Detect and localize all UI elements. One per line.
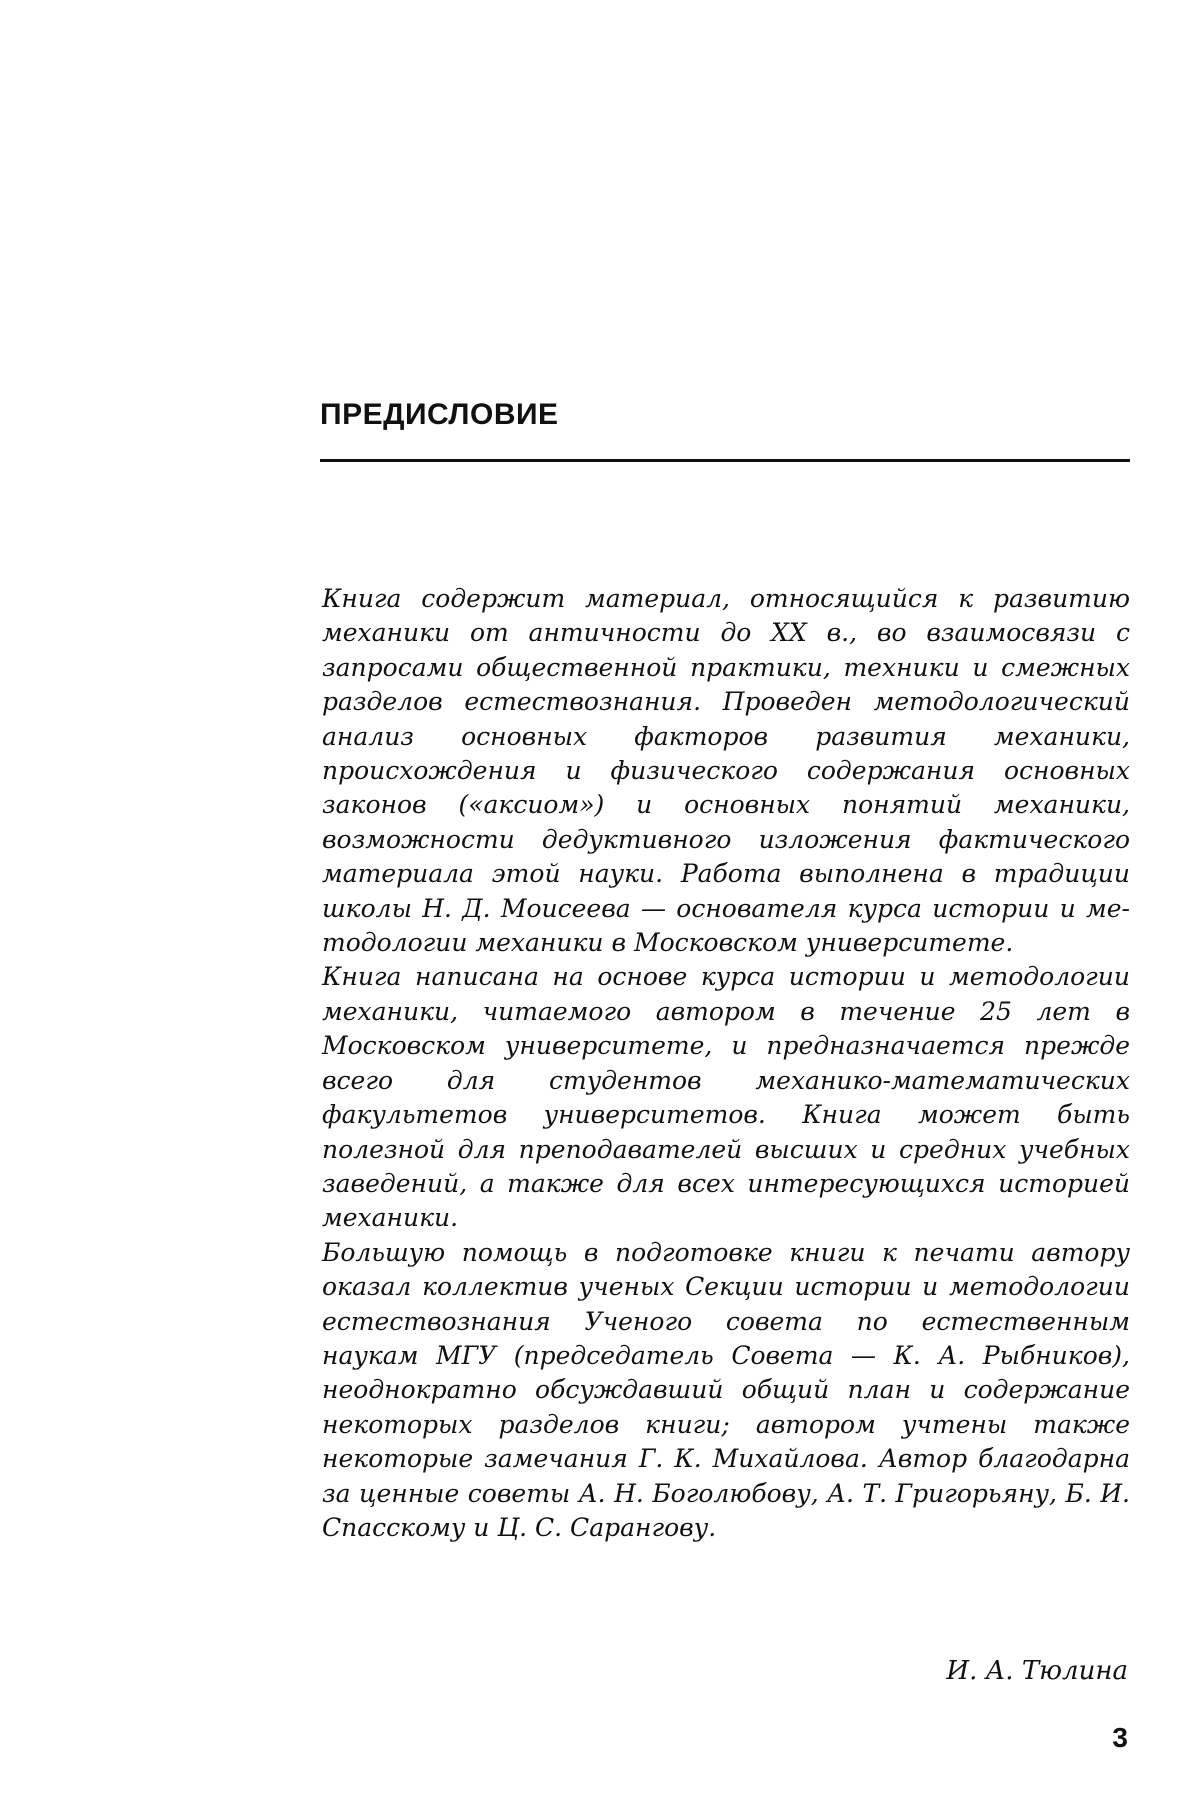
paragraph-2: Книга написана на основе курса истории и методологии механики, читаемого автором в течение 25 лет в Московском университете, и предназначается прежде всего для студентов механико-математических факультетов университетов. Книга может быть полезной для преподавателей высших и средних учебных заведений, а также для всех интересующихся историей механики.: [322, 962, 1130, 1233]
author-signature: И. А. Тюлина: [946, 1656, 1128, 1686]
preface-body: [322, 582, 1130, 1545]
paragraph-1: Книга содержит материал, относящийся к развитию механики от античности до XX в., во взаимосвязи с запросами общественной практики, техники и смежных разделов естествознания. Проведен методологический анализ основных факторов развития механики, происхождения и физического содержания основных законов («аксиом») и основных понятий механики, возможности дедуктивного изложения фактического материала этой науки. Работа выполнена в традиции школы Н. Д. Моисеева — основателя курса истории и методологии механики в Московском университете.: [322, 584, 1130, 958]
heading-rule: [320, 459, 1130, 462]
paragraph-3: Большую помощь в подготовке книги к печати автору оказал коллектив ученых Секции истории и методологии естествознания Ученого совета по естественным наукам МГУ (председатель Совета — К. А. Рыбников), неоднократно обсуждавший общий план и содержание некоторых разделов книги; автором учтены также некоторые замечания Г. К. Михайлова. Автор благодарна за ценные советы А. Н. Боголюбову, А. Т. Григорьяну, Б. И. Спасскому и Ц. С. Сарангову.: [322, 1237, 1130, 1542]
page-number: 3: [1112, 1722, 1128, 1753]
page-title: ПРЕДИСЛОВИЕ: [320, 398, 559, 431]
